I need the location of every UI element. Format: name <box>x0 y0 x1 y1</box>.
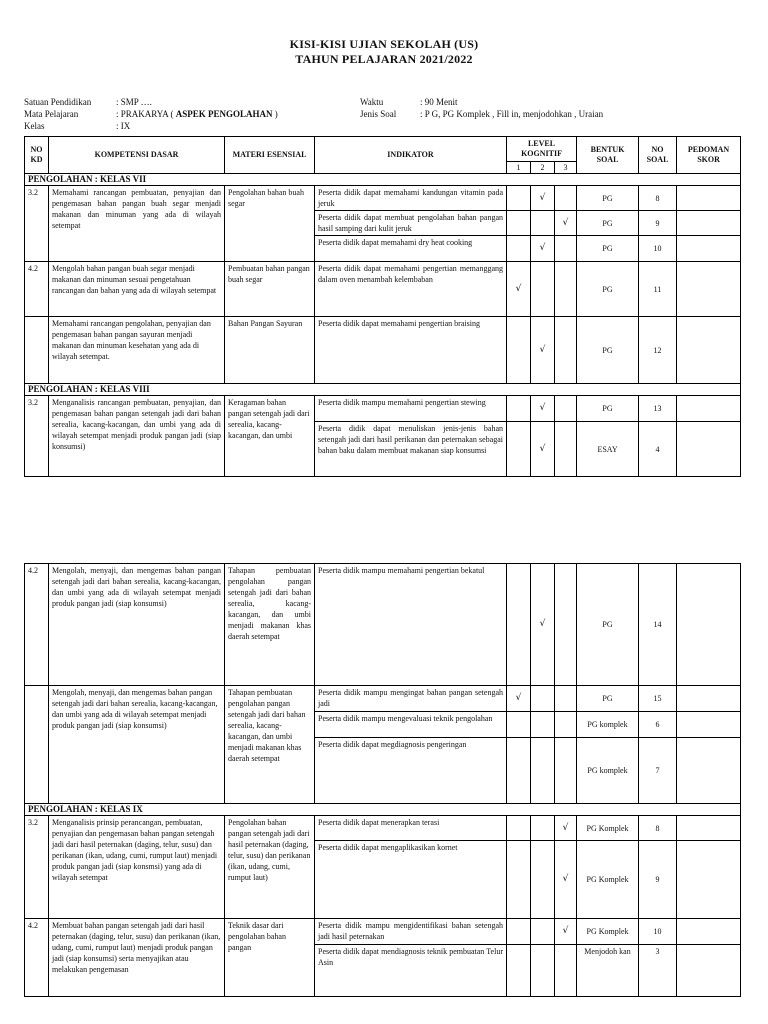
table-row <box>25 396 741 422</box>
bentuk-soal: PG Komplek <box>577 841 639 919</box>
section-row <box>25 804 741 816</box>
check-mark: √ <box>531 422 555 477</box>
kd-number: 3.2 <box>25 816 49 919</box>
section-label: PENGOLAHAN : KELAS VIII <box>25 384 741 396</box>
kisi-table-2 <box>24 563 741 997</box>
document-subtitle: TAHUN PELAJARAN 2021/2022 <box>295 52 473 66</box>
table-header-row <box>25 137 741 162</box>
kd-number: 4.2 <box>25 919 49 997</box>
no-soal: 10 <box>639 236 677 262</box>
kd-number: 4.2 <box>25 262 49 317</box>
bentuk-soal: PG <box>577 211 639 236</box>
no-soal: 11 <box>639 262 677 317</box>
col-level: LEVEL KOGNITIF <box>507 137 577 162</box>
no-soal: 3 <box>639 945 677 997</box>
col-level-2: 2 <box>531 162 555 174</box>
mapel-value: : PRAKARYA ( <box>116 109 176 119</box>
check-mark: √ <box>507 262 531 317</box>
waktu-label: Waktu <box>360 97 384 107</box>
bentuk-soal: PG komplek <box>577 738 639 804</box>
waktu-value: : 90 Menit <box>420 97 458 107</box>
no-soal: 12 <box>639 317 677 384</box>
indikator-text: Peserta didik dapat memahami pengertian braising <box>315 317 507 384</box>
bentuk-soal: PG <box>577 686 639 712</box>
mapel-label: Mata Pelajaran <box>24 109 79 119</box>
col-bentuk: BENTUK SOAL <box>577 137 639 174</box>
col-indikator: INDIKATOR <box>315 137 507 174</box>
col-level-1: 1 <box>507 162 531 174</box>
jenis-value: : P G, PG Komplek , Fill in, menjodohkan , Uraian <box>420 109 604 119</box>
section-row <box>25 384 741 396</box>
bentuk-soal: Menjodoh kan <box>577 945 639 997</box>
table-row <box>25 686 741 712</box>
indikator-text: Peserta didik mampu memahami pengertian bekatul <box>315 564 507 686</box>
document-title: KISI-KISI UJIAN SEKOLAH (US) <box>289 37 479 51</box>
bentuk-soal: PG <box>577 186 639 211</box>
materi-text: Tahapan pembuatan pengolahan pangan setengah jadi dari bahan serealia, kacang-kacangan, dan umbi menjadi makanan khas daerah setempat <box>225 686 315 804</box>
no-soal: 14 <box>639 564 677 686</box>
materi-text: Pengolahan bahan buah segar <box>225 186 315 262</box>
table-row <box>25 317 741 384</box>
table-row <box>25 564 741 686</box>
bentuk-soal: ESAY <box>577 422 639 477</box>
indikator-text: Peserta didik mampu mengidentifikasi bahan setengah jadi hasil peternakan <box>315 919 507 945</box>
materi-text: Pengolahan bahan pangan setengah jadi dari hasil peternakan (daging, telur, susu) dan perikanan (ikan, udang, cumi, rumput laut) <box>225 816 315 919</box>
check-mark: √ <box>555 841 577 919</box>
no-soal: 13 <box>639 396 677 422</box>
indikator-text: Peserta didik dapat megdiagnosis pengeringan <box>315 738 507 804</box>
materi-text: Bahan Pangan Sayuran <box>225 317 315 384</box>
indikator-text: Peserta didik dapat memahami kandungan vitamin pada jeruk <box>315 186 507 211</box>
no-soal: 8 <box>639 186 677 211</box>
kd-text: Memahami rancangan pengolahan, penyajian dan pengemasan bahan pangan sayuran menjadi makanan dan minuman kesehatan yang ada di wilayah setempat. <box>49 317 225 384</box>
indikator-text: Peserta didik dapat menerapkan terasi <box>315 816 507 841</box>
no-soal: 9 <box>639 211 677 236</box>
col-no-kd: NO KD <box>25 137 49 174</box>
no-soal: 6 <box>639 712 677 738</box>
col-level-3: 3 <box>555 162 577 174</box>
col-no-soal: NO SOAL <box>639 137 677 174</box>
kd-number: 3.2 <box>25 396 49 477</box>
bentuk-soal: PG Komplek <box>577 919 639 945</box>
table-row <box>25 816 741 841</box>
kisi-table-1 <box>24 136 741 477</box>
materi-text: Pembuatan bahan pangan buah segar <box>225 262 315 317</box>
meta-right <box>360 96 603 120</box>
table-row <box>25 186 741 211</box>
kelas-value: : IX <box>116 121 131 131</box>
section-label: PENGOLAHAN : KELAS VII <box>25 174 741 186</box>
mapel-bold: ASPEK PENGOLAHAN <box>175 109 273 119</box>
check-mark: √ <box>555 816 577 841</box>
check-mark: √ <box>531 396 555 422</box>
no-soal: 9 <box>639 841 677 919</box>
kd-number: 3.2 <box>25 186 49 262</box>
col-kd: KOMPETENSI DASAR <box>49 137 225 174</box>
kd-text: Membuat bahan pangan setengah jadi dari hasil peternakan (daging, telur, susu) dan perikanan (ikan, udang, cumi, rumput laut) menjadi produk pangan jadi (siap konsumsi) serta menyajikan atau melakukan pengemasan <box>49 919 225 997</box>
indikator-text: Peserta didik dapat memahami pengertian memanggang dalam oven menambah kelembaban <box>315 262 507 317</box>
indikator-text: Peserta didik dapat menuliskan jenis-jenis bahan setengah jadi dari hasil perikanan dan peternakan sebagai bahan baku dalam membuat makanan siap konsumsi <box>315 422 507 477</box>
no-soal: 10 <box>639 919 677 945</box>
indikator-text: Peserta didik mampu memahami pengertian stewing <box>315 396 507 422</box>
bentuk-soal: PG komplek <box>577 712 639 738</box>
bentuk-soal: PG <box>577 564 639 686</box>
indikator-text: Peserta didik dapat mengaplikasikan kornet <box>315 841 507 919</box>
check-mark: √ <box>531 236 555 262</box>
meta-left <box>24 96 278 132</box>
jenis-label: Jenis Soal <box>360 109 397 119</box>
kelas-label: Kelas <box>24 121 45 131</box>
kd-text: Menganalisis prinsip perancangan, pembuatan, penyajian dan pengemasan bahan pangan setengah jadi dari hasil peternakan (daging, telur, susu) dan perikanan (ikan, udang, cumi, rumput laut) menjadi produk pangan jadi (siap konsmsi) yang ada di wilayah setempat <box>49 816 225 919</box>
indikator-text: Peserta didik dapat mendiagnosis teknik pembuatan Telur Asin <box>315 945 507 997</box>
check-mark: √ <box>507 686 531 712</box>
bentuk-soal: PG <box>577 236 639 262</box>
satuan-label: Satuan Pendidikan <box>24 97 92 107</box>
bentuk-soal: PG Komplek <box>577 816 639 841</box>
bentuk-soal: PG <box>577 317 639 384</box>
section-row <box>25 174 741 186</box>
kd-number: 4.2 <box>25 564 49 686</box>
col-pedoman: PEDOMAN SKOR <box>677 137 741 174</box>
no-soal: 7 <box>639 738 677 804</box>
no-soal: 8 <box>639 816 677 841</box>
mapel-end: ) <box>272 109 278 119</box>
check-mark: √ <box>531 564 555 686</box>
indikator-text: Peserta didik mampu mengingat bahan pangan setengah jadi <box>315 686 507 712</box>
materi-text: Tahapan pembuatan pengolahan pangan setengah jadi dari bahan serealia, kacang-kacangan, dan umbi menjadi makanan khas daerah setempat <box>225 564 315 686</box>
kd-text: Memahami rancangan pembuatan, penyajian dan pengemasan bahan pangan buah segar menjadi makanan dan minuman yang ada di wilayah setempat <box>49 186 225 262</box>
materi-text: Keragaman bahan pangan setengah jadi dari serealia, kacang-kacangan, dan umbi <box>225 396 315 477</box>
indikator-text: Peserta didik dapat membuat pengolahan bahan pangan hasil samping dari kulit jeruk <box>315 211 507 236</box>
no-soal: 4 <box>639 422 677 477</box>
check-mark: √ <box>555 919 577 945</box>
satuan-value: : SMP …. <box>116 97 152 107</box>
no-soal: 15 <box>639 686 677 712</box>
section-label: PENGOLAHAN : KELAS IX <box>25 804 741 816</box>
bentuk-soal: PG <box>577 262 639 317</box>
table-row <box>25 262 741 317</box>
table-row <box>25 919 741 945</box>
check-mark: √ <box>531 186 555 211</box>
col-materi: MATERI ESENSIAL <box>225 137 315 174</box>
indikator-text: Peserta didik mampu mengevaluasi teknik pengolahan <box>315 712 507 738</box>
kd-text: Mengolah bahan pangan buah segar menjadi makanan dan minuman sesuai pengetahuan rancangan dan bahan yang ada di wilayah setempat <box>49 262 225 317</box>
kd-text: Menganalisis rancangan pembuatan, penyajian, dan pengemasan bahan pangan setengah jadi dari bahan serealia, kacang-kacangan, dan umbi yang ada di wilayah setempat menjadi produk pangan jadi (siap konsumsi) <box>49 396 225 477</box>
check-mark: √ <box>555 211 577 236</box>
indikator-text: Peserta didik dapat memahami dry heat cooking <box>315 236 507 262</box>
kd-text: Mengolah, menyaji, dan mengemas bahan pangan setengah jadi dari bahan serealia, kacang-kacangan, dan umbi yang ada di wilayah setempat menjadi produk pangan jadi (siap konsumsi) <box>49 686 225 804</box>
kd-text: Mengolah, menyaji, dan mengemas bahan pangan setengah jadi dari bahan serealia, kacang-kacangan, dan umbi yang ada di wilayah setempat menjadi produk pangan jadi (siap konsumsi) <box>49 564 225 686</box>
check-mark: √ <box>531 317 555 384</box>
materi-text: Teknik dasar dari pengolahan bahan pangan <box>225 919 315 997</box>
bentuk-soal: PG <box>577 396 639 422</box>
